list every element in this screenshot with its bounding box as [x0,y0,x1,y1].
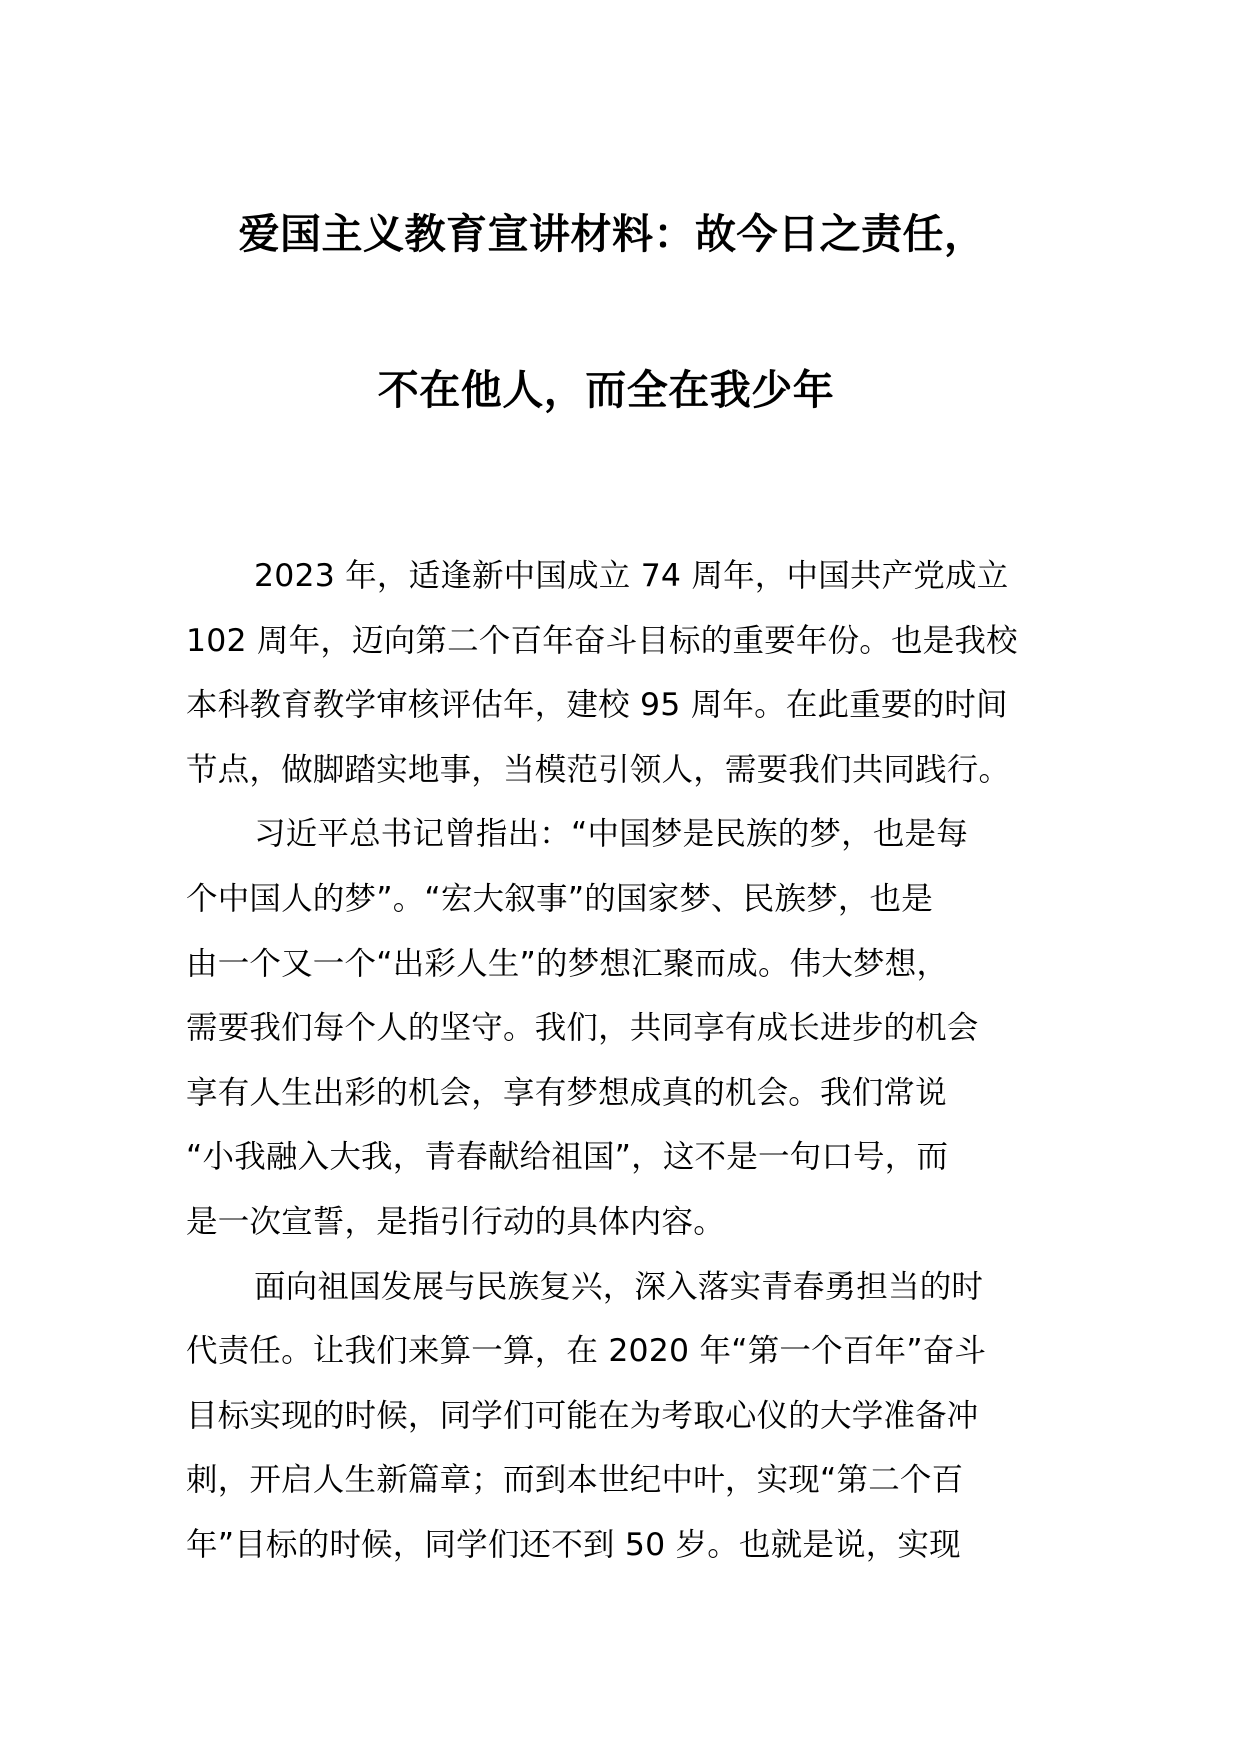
text-line: 2023 年，适逢新中国成立 74 周年，中国共产党成立 [254,558,1009,594]
text-line: 102 周年，迈向第二个百年奋斗目标的重要年份。也是我校 [186,622,1018,659]
text-line: 习近平总书记曾指出：“中国梦是民族的梦，也是每 [254,816,968,853]
text-line: 年”目标的时候，同学们还不到 50 岁。也就是说，实现 [186,1526,961,1563]
text-line: 个中国人的梦”。“宏大叙事”的国家梦、民族梦，也是 [186,880,933,917]
paragraph-2 [186,802,1052,1254]
text-line: 需要我们每个人的坚守。我们，共同享有成长进步的机会 [186,1010,979,1047]
text-line: “小我融入大我，青春献给祖国”，这不是一句口号，而 [186,1139,949,1176]
text-line: 节点，做脚踏实地事，当模范引领人，需要我们共同践行。 [186,751,1011,788]
text-line: 目标实现的时候，同学们可能在为考取心仪的大学准备冲 [186,1397,979,1434]
document-title-line-1: 爱国主义教育宣讲材料：故今日之责任， [238,210,986,258]
text-line: 享有人生出彩的机会，享有梦想成真的机会。我们常说 [186,1074,947,1111]
document-body [186,544,1052,1578]
text-line: 代责任。让我们来算一算，在 2020 年“第一个百年”奋斗 [186,1333,987,1370]
paragraph-1 [186,544,1052,802]
text-line: 面向祖国发展与民族复兴，深入落实青春勇担当的时 [254,1268,984,1305]
text-line: 刺，开启人生新篇章；而到本世纪中叶，实现“第二个百 [186,1462,964,1499]
document-title-line-2: 不在他人，而全在我少年 [377,366,835,414]
text-line: 本科教育教学审核评估年，建校 95 周年。在此重要的时间 [186,687,1008,724]
text-line: 是一次宣誓，是指引行动的具体内容。 [186,1203,725,1240]
paragraph-3 [186,1255,1052,1578]
text-line: 由一个又一个“出彩人生”的梦想汇聚而成。伟大梦想， [186,945,949,982]
